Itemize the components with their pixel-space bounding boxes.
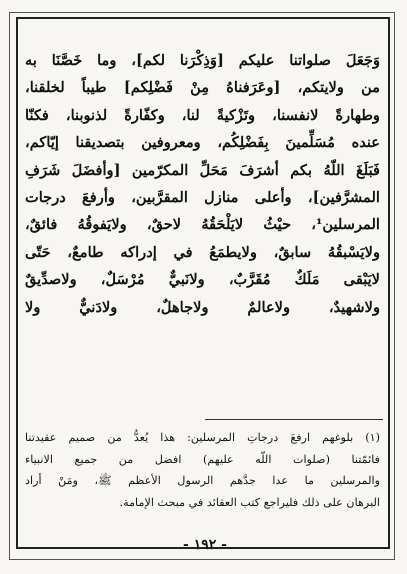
footnote-block: [25, 427, 380, 513]
footnote-line: والمرسلين ما عدا جدَّهم الرسول الأعظم ﷺ، ومَنْ أراد: [25, 474, 380, 487]
body-line: عنده مُسَلِّمينَ بِفَضْلِكُم، ومعروفين بتصديقنا إيّاكم،: [25, 134, 380, 152]
body-line: من ولايتكم، [وعَرَفناهُ مِنْ فَضْلِكم] طيباً لخلقنا،: [25, 79, 380, 97]
body-line: وطهارةً لانفسنا، وتَزْكيةً لنا، وكفّارةً لذنوبنا، فكنّا: [25, 106, 380, 124]
body-line: المشرَّفين]، وأعلى منازل المقرَّبين، وأرفعَ درجات: [25, 188, 380, 206]
body-line: ولاشهيدٌ، ولاعالمٌ ولاجاهلٌ، ولادَنيٌّ ولا: [25, 298, 380, 316]
body-line: وَجَعَلَ صلواتنا عليكم [وَذِكْرَنا لكم]، وما خَصَّنَا به: [25, 52, 380, 69]
body-line: ولايَسْبقُهُ سابقٌ، ولايطمَعُ في إدراكه طامعٌ، حَتّى: [25, 243, 380, 261]
footnote-line: (١) بلوغهم ارفعَ درجاتِ المرسلين: هذا يُعدُّ من صميم عقيدتنا: [25, 431, 380, 444]
body-line: فَبَلَغَ اللّهُ بكم أشرَفَ مَحَلِّ المكرّمين [وأفضَلَ شَرَفِ: [25, 161, 380, 179]
footnote-separator: [205, 419, 383, 420]
body-line: لايَبْقى مَلَكٌ مُقَرَّبٌ، ولانَبيٌّ مُرْسَلٌ، ولاصدِّيقٌ: [25, 271, 380, 289]
body-line: المرسلين¹، حيْثُ لايَلْحَقُهُ لاحقٌ، ولايَفوقُهُ فائقٌ،: [25, 216, 380, 234]
main-body-text: [25, 47, 380, 321]
page-number: - ١٩٢ -: [183, 537, 227, 553]
footnote-line: فائمّتنا (صلوات اللّه عليهم) افضل من جميع الانبياء: [25, 452, 380, 466]
footnote-line: البرهان على ذلك فليراجع كتب العقائد في مبحث الإمامة.: [119, 495, 380, 509]
